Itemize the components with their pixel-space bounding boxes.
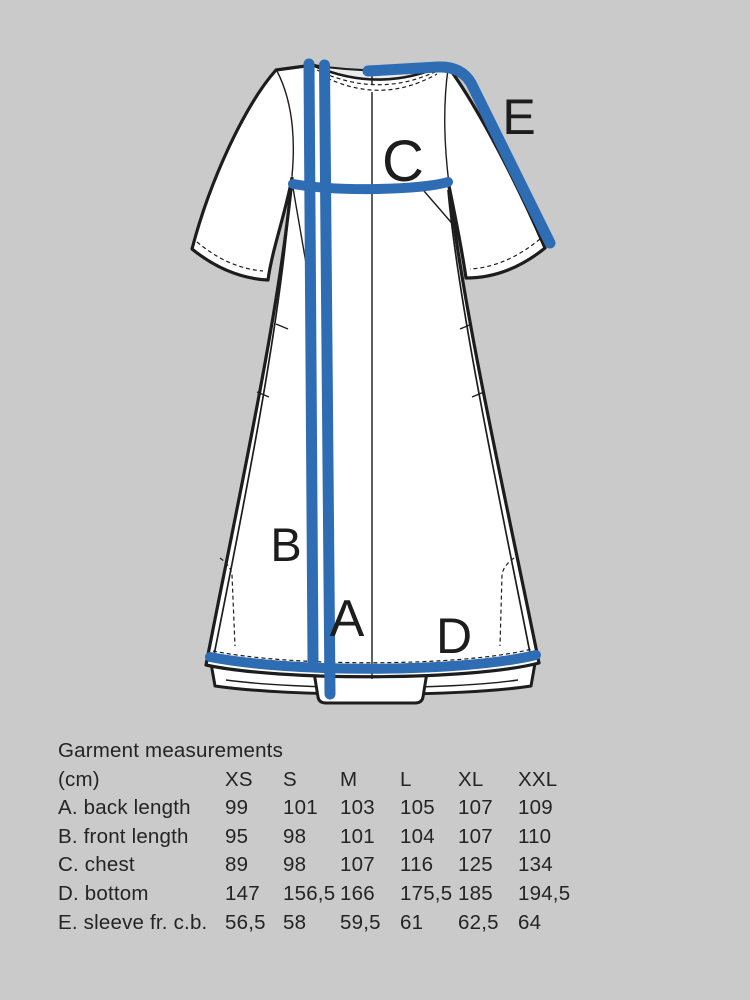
row-label: D. bottom [58,881,149,905]
cell-value: 125 [458,853,493,877]
cell-value: 110 [518,824,552,848]
cell-value: 56,5 [225,910,266,934]
table-header-row [58,766,708,795]
cell-value: 109 [518,796,553,820]
measure-label-e: E [502,89,536,145]
table-row [58,823,708,852]
row-label: E. sleeve fr. c.b. [58,910,208,934]
cell-value: 98 [283,824,307,848]
unit-label: (cm) [58,767,100,791]
cell-value: 185 [458,881,493,905]
row-label: C. chest [58,853,135,877]
cell-value: 103 [340,796,375,820]
cell-value: 101 [283,796,318,820]
cell-value: 95 [225,824,249,848]
size-header-xxl: XXL [518,767,558,791]
cell-value: 166 [340,881,375,905]
cell-value: 147 [225,881,260,905]
cell-value: 134 [518,853,553,877]
cell-value: 105 [400,796,435,820]
size-header-xs: XS [225,767,253,791]
size-header-xl: XL [458,767,484,791]
row-label: B. front length [58,824,189,848]
cell-value: 194,5 [518,881,571,905]
size-header-s: S [283,767,297,791]
cell-value: 59,5 [340,910,381,934]
table-title-row [58,737,708,766]
size-header-m: M [340,767,358,791]
measurement-table [58,737,708,937]
cell-value: 99 [225,796,249,820]
cell-value: 104 [400,824,435,848]
measure-label-c: C [382,129,424,194]
table-title: Garment measurements [58,739,284,762]
table-row [58,851,708,880]
row-label: A. back length [58,796,191,820]
size-header-l: L [400,767,412,791]
measure-label-a: A [329,590,365,648]
table-row [58,909,708,938]
cell-value: 101 [340,824,375,848]
cell-value: 107 [458,824,493,848]
cell-value: 156,5 [283,881,336,905]
cell-value: 89 [225,853,249,877]
measure-line-b-front-length [309,64,313,660]
cell-value: 107 [458,796,493,820]
cell-value: 62,5 [458,910,499,934]
measure-label-b: B [270,518,302,571]
measure-label-d: D [435,608,473,664]
cell-value: 64 [518,910,542,934]
table-row [58,794,708,823]
cell-value: 98 [283,853,307,877]
cell-value: 107 [340,853,375,877]
cell-value: 61 [400,910,424,934]
dress-body-outline [192,64,545,677]
table-row [58,880,708,909]
cell-value: 175,5 [400,881,453,905]
cell-value: 58 [283,910,307,934]
cell-value: 116 [400,853,434,877]
